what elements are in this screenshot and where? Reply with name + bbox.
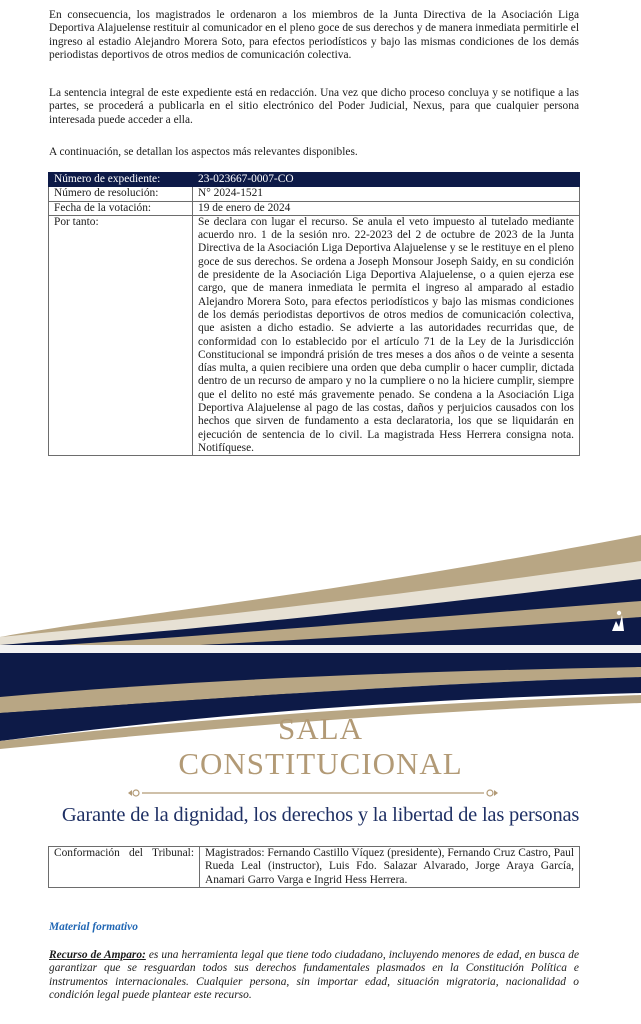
paragraph-sentence: La sentencia integral de este expediente está en redacción. Una vez que dicho proceso concluya y se notifique a las partes, se procederá a publicarla en el sitio electrónico del Poder Judicial, Nexus, para que cualquier persona interesada puede acceder a ella. xyxy=(49,87,579,126)
table-row xyxy=(49,201,580,215)
por-tanto-label: Por tanto: xyxy=(49,215,193,455)
recurso-term: Recurso de Amparo: xyxy=(49,949,146,961)
table-row xyxy=(49,215,580,455)
paragraph-intro: A continuación, se detallan los aspectos más relevantes disponibles. xyxy=(49,146,358,158)
page-separator xyxy=(0,645,641,653)
tribunal-table xyxy=(48,846,580,888)
sala-title-line-2: CONSTITUCIONAL xyxy=(178,746,463,781)
tribunal-value: Magistrados: Fernando Castillo Víquez (presidente), Fernando Cruz Castro, Paul Rueda Leal (instructor), Luis Fdo. Salazar Alvarado, Jorge Araya García, Anamari Garro Varga e Ingrid Hess Herrera. xyxy=(200,847,580,888)
footer-wave-decoration xyxy=(0,505,641,645)
document-page-bottom xyxy=(0,653,641,1024)
sala-title-line-1: SALA xyxy=(278,711,363,746)
por-tanto-value: Se declara con lugar el recurso. Se anula el veto impuesto al tutelado mediante acuerdo nro. 1 de la sesión nro. 22-2023 del 2 de octubre de 2023 de la Junta Directiva de la Asociación Liga Deportiva Alajuelense y se le restituye en el pleno goce de sus derechos. Se ordena a Joseph Monsour Joseph Saidy, en su condición de presidente de la Asociación Liga Deportiva Alajuelense, o a quien ejerza ese cargo, que de manera inmediata le permita el ingreso al amparado al estadio Alejandro Morera Soto, para efectos periodísticos y bajo las mismas condiciones de los demás periodistas deportivos de otros medios de comunicación colectiva, que asisten a dicho estadio. Se advierte a las autoridades recurridas que, de conformidad con lo establecido por el artículo 71 de la Ley de la Jurisdicción Constitucional se impondrá prisión de tres meses a dos años o de veinte a sesenta días multa, a quien recibiere una orden que deba cumplir o hacer cumplir, dictada dentro de un recurso de amparo y no la cumpliere o no la hiciere cumplir, siempre que el delito no esté más gravemente penado. Se condena a la Asociación Liga Deportiva Alajuelense al pago de las costas, daños y perjuicios causados con los hechos que sirven de fundamento a esta declaratoria, los que se liquidarán en ejecución de sentencia de lo civil. La magistrada Hess Herrera consigna nota. Notifíquese. xyxy=(193,215,580,455)
vote-date-label: Fecha de la votación: xyxy=(49,201,193,215)
table-row xyxy=(49,187,580,201)
case-number-label: Número de expediente: xyxy=(49,173,193,187)
recurso-text: es una herramienta legal que tiene todo ciudadano, incluyendo menores de edad, en busca de garantizar que se resguardan todos sus derechos fundamentales plasmados en la Constitución Política e instrumentos internacionales. Cualquier persona, sin importar edad, situación migratoria, nacionalidad o condición legal puede plantear este recurso. xyxy=(49,949,579,1001)
resolution-number-value: N° 2024-1521 xyxy=(193,187,580,201)
tribunal-label: Conformación del Tribunal: xyxy=(49,847,200,888)
material-heading: Material formativo xyxy=(49,921,138,933)
resolution-number-label: Número de resolución: xyxy=(49,187,193,201)
case-number-value: 23-023667-0007-CO xyxy=(193,173,580,187)
slogan: Garante de la dignidad, los derechos y la libertad de las personas xyxy=(61,804,580,826)
case-details-table xyxy=(48,172,580,456)
table-row xyxy=(49,847,580,888)
vote-date-value: 19 de enero de 2024 xyxy=(193,201,580,215)
paragraph-consequence: En consecuencia, los magistrados le ordenaron a los miembros de la Junta Directiva de la Asociación Liga Deportiva Alajuelense restituir al comunicador en el pleno goce de sus derechos y de manera inmediata permitirle el ingreso al estadio Alejandro Morera Soto, para efectos periodísticos y bajo las mismas condiciones de los demás periodistas deportivos de otros medios de comunicación colectiva. xyxy=(49,9,579,61)
recurso-definition xyxy=(49,949,579,1002)
table-row xyxy=(49,173,580,187)
divider-ornament-icon xyxy=(128,787,498,799)
